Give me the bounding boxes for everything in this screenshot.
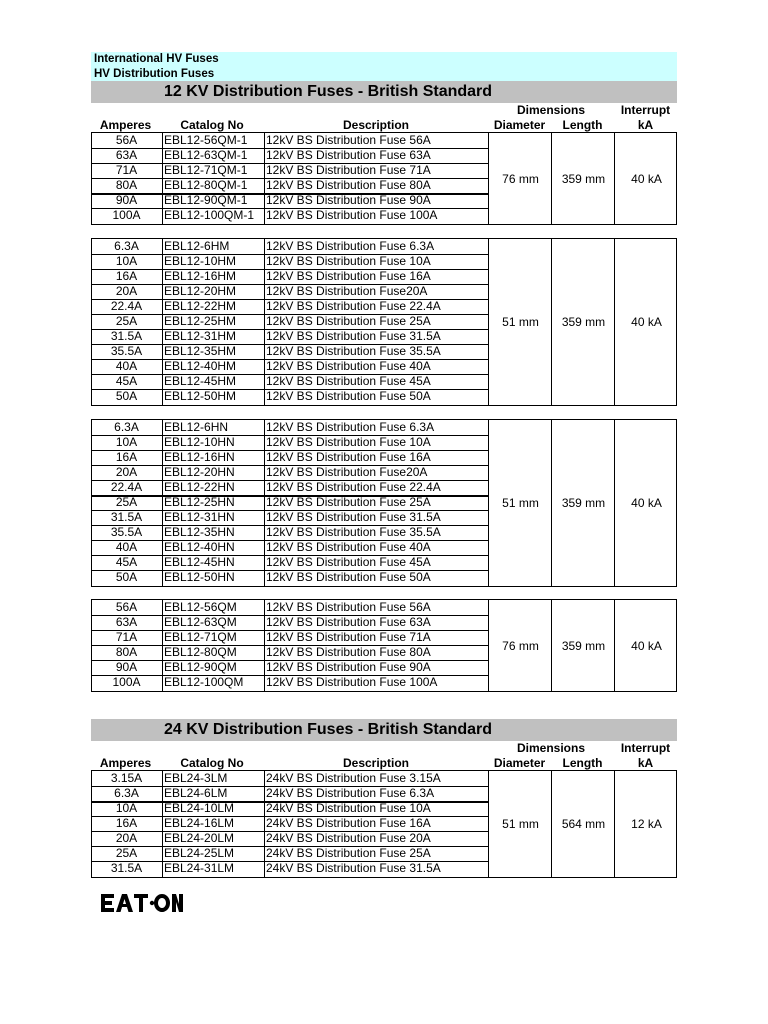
- description-cell: 24kV BS Distribution Fuse 31.5A: [266, 861, 441, 875]
- amperes-cell: 40A: [115, 540, 138, 554]
- amperes-cell: 16A: [115, 816, 138, 830]
- diameter-cell: 51 mm: [502, 496, 539, 510]
- amperes-cell: 80A: [115, 178, 138, 192]
- catalog-cell: EBL24-10LM: [164, 801, 235, 815]
- eaton-logo-icon: [101, 892, 183, 914]
- amperes-cell: 31.5A: [110, 329, 143, 343]
- table-row: [92, 193, 489, 208]
- amperes-cell: 20A: [115, 465, 138, 479]
- catalog-cell: EBL12-90QM-1: [164, 193, 248, 207]
- table-row: [92, 344, 489, 359]
- catalog-cell: EBL12-10HN: [164, 435, 235, 449]
- description-cell: 12kV BS Distribution Fuse 6.3A: [266, 420, 435, 434]
- amperes-cell: 80A: [115, 645, 138, 659]
- description-cell: 12kV BS Distribution Fuse 71A: [266, 163, 431, 177]
- table-row: [92, 846, 489, 861]
- table-row: [92, 786, 489, 801]
- amperes-cell: 25A: [115, 495, 138, 509]
- catalog-cell: EBL12-45HM: [164, 374, 237, 388]
- length-cell: 359 mm: [561, 639, 606, 653]
- catalog-cell: EBL12-100QM: [164, 675, 244, 689]
- length-cell: 359 mm: [561, 172, 606, 186]
- description-cell: 12kV BS Distribution Fuse 71A: [266, 630, 431, 644]
- description-cell: 24kV BS Distribution Fuse 25A: [266, 846, 431, 860]
- amperes-cell: 56A: [115, 600, 138, 614]
- description-cell: 12kV BS Distribution Fuse 100A: [266, 208, 438, 222]
- col-diameter: Diameter: [493, 756, 546, 770]
- description-cell: 12kV BS Distribution Fuse 45A: [266, 374, 431, 388]
- amperes-cell: 63A: [115, 615, 138, 629]
- catalog-cell: EBL12-40HN: [164, 540, 235, 554]
- length-cell: 359 mm: [561, 496, 606, 510]
- amperes-cell: 100A: [112, 675, 141, 689]
- table-row: [92, 570, 489, 585]
- col-dimensions: Dimensions: [516, 741, 585, 755]
- amperes-cell: 20A: [115, 284, 138, 298]
- amperes-cell: 45A: [115, 555, 138, 569]
- table-row: [92, 435, 489, 450]
- col-interrupt: Interrupt: [620, 741, 671, 755]
- description-cell: 12kV BS Distribution Fuse 25A: [266, 314, 431, 328]
- table-row: [92, 816, 489, 831]
- amperes-cell: 50A: [115, 570, 138, 584]
- catalog-cell: EBL12-31HN: [164, 510, 235, 524]
- description-cell: 12kV BS Distribution Fuse 63A: [266, 615, 431, 629]
- table-row: [92, 314, 489, 329]
- description-cell: 12kV BS Distribution Fuse 35.5A: [266, 344, 441, 358]
- table-row: [92, 208, 489, 223]
- catalog-cell: EBL12-45HN: [164, 555, 235, 569]
- catalog-cell: EBL12-25HM: [164, 314, 237, 328]
- table-row: [92, 299, 489, 314]
- col-interrupt: Interrupt: [620, 103, 671, 117]
- catalog-cell: EBL12-10HM: [164, 254, 237, 268]
- col-diameter: Diameter: [493, 118, 546, 132]
- catalog-cell: EBL12-80QM: [164, 645, 237, 659]
- interrupt-cell: 40 kA: [631, 315, 662, 329]
- col-catalog: Catalog No: [180, 118, 244, 132]
- table-row: [92, 480, 489, 495]
- amperes-cell: 16A: [115, 269, 138, 283]
- description-cell: 12kV BS Distribution Fuse 45A: [266, 555, 431, 569]
- col-length: Length: [562, 118, 603, 132]
- table-row: [92, 645, 489, 660]
- catalog-cell: EBL12-20HN: [164, 465, 235, 479]
- amperes-cell: 71A: [115, 163, 138, 177]
- table-row: [92, 148, 489, 163]
- fuse-table-block: [91, 132, 677, 225]
- fuse-table-block: [91, 238, 677, 406]
- header-line-1: International HV Fuses: [94, 53, 219, 65]
- table-row: [92, 801, 489, 816]
- table-row: [92, 389, 489, 404]
- amperes-cell: 6.3A: [114, 786, 139, 800]
- col-ka: kA: [637, 118, 654, 132]
- description-cell: 12kV BS Distribution Fuse20A: [266, 284, 428, 298]
- catalog-cell: EBL12-71QM: [164, 630, 237, 644]
- catalog-cell: EBL12-25HN: [164, 495, 235, 509]
- amperes-cell: 56A: [115, 133, 138, 147]
- amperes-cell: 10A: [115, 435, 138, 449]
- col-dimensions: Dimensions: [516, 103, 585, 117]
- diameter-cell: 76 mm: [502, 172, 539, 186]
- diameter-cell: 51 mm: [502, 817, 539, 831]
- description-cell: 12kV BS Distribution Fuse 22.4A: [266, 299, 441, 313]
- interrupt-cell: 40 kA: [631, 496, 662, 510]
- table-row: [92, 374, 489, 389]
- table-row: [92, 525, 489, 540]
- catalog-cell: EBL12-63QM: [164, 615, 237, 629]
- amperes-cell: 25A: [115, 314, 138, 328]
- table-row: [92, 465, 489, 480]
- amperes-cell: 22.4A: [110, 480, 143, 494]
- description-cell: 12kV BS Distribution Fuse 40A: [266, 540, 431, 554]
- catalog-cell: EBL12-63QM-1: [164, 148, 248, 162]
- column-header-24kv: [91, 741, 677, 771]
- table-row: [92, 510, 489, 525]
- description-cell: 12kV BS Distribution Fuse 63A: [266, 148, 431, 162]
- catalog-cell: EBL12-40HM: [164, 359, 237, 373]
- amperes-cell: 35.5A: [110, 525, 143, 539]
- catalog-cell: EBL24-20LM: [164, 831, 235, 845]
- fuse-table-block: [91, 419, 677, 587]
- amperes-cell: 45A: [115, 374, 138, 388]
- col-length: Length: [562, 756, 603, 770]
- table-row: [92, 329, 489, 344]
- table-row: [92, 540, 489, 555]
- interrupt-cell: 40 kA: [631, 172, 662, 186]
- description-cell: 12kV BS Distribution Fuse 100A: [266, 675, 438, 689]
- description-cell: 12kV BS Distribution Fuse 56A: [266, 600, 431, 614]
- catalog-cell: EBL24-3LM: [164, 771, 228, 785]
- amperes-cell: 20A: [115, 831, 138, 845]
- catalog-cell: EBL12-100QM-1: [164, 208, 255, 222]
- description-cell: 12kV BS Distribution Fuse 6.3A: [266, 239, 435, 253]
- table-row: [92, 660, 489, 675]
- description-cell: 12kV BS Distribution Fuse 16A: [266, 269, 431, 283]
- table-row: [92, 359, 489, 374]
- column-header-12kv: [91, 103, 677, 133]
- description-cell: 12kV BS Distribution Fuse 31.5A: [266, 510, 441, 524]
- catalog-cell: EBL12-16HN: [164, 450, 235, 464]
- description-cell: 24kV BS Distribution Fuse 6.3A: [266, 786, 435, 800]
- description-cell: 12kV BS Distribution Fuse 10A: [266, 435, 431, 449]
- table-row: [92, 420, 489, 435]
- description-cell: 12kV BS Distribution Fuse 10A: [266, 254, 431, 268]
- document-header: [91, 52, 677, 82]
- interrupt-cell: 40 kA: [631, 639, 662, 653]
- amperes-cell: 100A: [112, 208, 141, 222]
- diameter-cell: 76 mm: [502, 639, 539, 653]
- catalog-cell: EBL12-31HM: [164, 329, 237, 343]
- description-cell: 12kV BS Distribution Fuse 35.5A: [266, 525, 441, 539]
- table-row: [92, 239, 489, 254]
- table-row: [92, 254, 489, 269]
- amperes-cell: 40A: [115, 359, 138, 373]
- table-row: [92, 269, 489, 284]
- amperes-cell: 31.5A: [110, 510, 143, 524]
- table-row: [92, 284, 489, 299]
- amperes-cell: 16A: [115, 450, 138, 464]
- description-cell: 24kV BS Distribution Fuse 20A: [266, 831, 431, 845]
- catalog-cell: EBL12-71QM-1: [164, 163, 248, 177]
- table-row: [92, 495, 489, 510]
- table-row: [92, 133, 489, 148]
- catalog-cell: EBL24-25LM: [164, 846, 235, 860]
- col-amperes: Amperes: [99, 756, 152, 770]
- table-row: [92, 450, 489, 465]
- catalog-cell: EBL12-90QM: [164, 660, 237, 674]
- col-description: Description: [342, 756, 409, 770]
- amperes-cell: 10A: [115, 801, 138, 815]
- description-cell: 24kV BS Distribution Fuse 16A: [266, 816, 431, 830]
- catalog-cell: EBL12-35HN: [164, 525, 235, 539]
- catalog-cell: EBL12-22HN: [164, 480, 235, 494]
- description-cell: 12kV BS Distribution Fuse 40A: [266, 359, 431, 373]
- catalog-cell: EBL12-50HN: [164, 570, 235, 584]
- diameter-cell: 51 mm: [502, 315, 539, 329]
- catalog-cell: EBL12-20HM: [164, 284, 237, 298]
- section-12kv-title: 12 KV Distribution Fuses - British Standard: [164, 83, 493, 100]
- col-description: Description: [342, 118, 409, 132]
- description-cell: 12kV BS Distribution Fuse 22.4A: [266, 480, 441, 494]
- description-cell: 12kV BS Distribution Fuse 50A: [266, 570, 431, 584]
- amperes-cell: 25A: [115, 846, 138, 860]
- catalog-cell: EBL12-80QM-1: [164, 178, 248, 192]
- section-24kv-title-band: [91, 719, 677, 741]
- amperes-cell: 6.3A: [114, 420, 139, 434]
- catalog-cell: EBL12-22HM: [164, 299, 237, 313]
- table-row: [92, 555, 489, 570]
- table-row: [92, 630, 489, 645]
- description-cell: 12kV BS Distribution Fuse 90A: [266, 660, 431, 674]
- table-row: [92, 675, 489, 690]
- table-row: [92, 831, 489, 846]
- amperes-cell: 90A: [115, 193, 138, 207]
- col-amperes: Amperes: [99, 118, 152, 132]
- catalog-cell: EBL24-31LM: [164, 861, 235, 875]
- description-cell: 24kV BS Distribution Fuse 10A: [266, 801, 431, 815]
- description-cell: 12kV BS Distribution Fuse 80A: [266, 645, 431, 659]
- description-cell: 12kV BS Distribution Fuse 16A: [266, 450, 431, 464]
- description-cell: 12kV BS Distribution Fuse 80A: [266, 178, 431, 192]
- table-row: [92, 615, 489, 630]
- header-line-2: HV Distribution Fuses: [94, 68, 215, 80]
- description-cell: 12kV BS Distribution Fuse20A: [266, 465, 428, 479]
- table-row: [92, 861, 489, 876]
- amperes-cell: 22.4A: [110, 299, 143, 313]
- interrupt-cell: 12 kA: [631, 817, 662, 831]
- length-cell: 359 mm: [561, 315, 606, 329]
- description-cell: 12kV BS Distribution Fuse 31.5A: [266, 329, 441, 343]
- table-row: [92, 163, 489, 178]
- amperes-cell: 63A: [115, 148, 138, 162]
- amperes-cell: 6.3A: [114, 239, 139, 253]
- amperes-cell: 3.15A: [110, 771, 143, 785]
- catalog-cell: EBL12-35HM: [164, 344, 237, 358]
- table-row: [92, 600, 489, 615]
- col-ka: kA: [637, 756, 654, 770]
- catalog-cell: EBL12-56QM: [164, 600, 237, 614]
- fuse-table-block: [91, 599, 677, 692]
- description-cell: 12kV BS Distribution Fuse 90A: [266, 193, 431, 207]
- amperes-cell: 90A: [115, 660, 138, 674]
- fuse-table-block: [91, 770, 677, 878]
- section-24kv-title: 24 KV Distribution Fuses - British Standard: [164, 721, 493, 738]
- eaton-logo: [101, 892, 183, 919]
- amperes-cell: 10A: [115, 254, 138, 268]
- catalog-cell: EBL12-50HM: [164, 389, 237, 403]
- catalog-cell: EBL12-56QM-1: [164, 133, 248, 147]
- section-12kv-title-band: [91, 81, 677, 103]
- amperes-cell: 50A: [115, 389, 138, 403]
- catalog-cell: EBL12-6HM: [164, 239, 230, 253]
- description-cell: 12kV BS Distribution Fuse 50A: [266, 389, 431, 403]
- length-cell: 564 mm: [561, 817, 606, 831]
- col-catalog: Catalog No: [180, 756, 244, 770]
- amperes-cell: 71A: [115, 630, 138, 644]
- description-cell: 12kV BS Distribution Fuse 56A: [266, 133, 431, 147]
- description-cell: 24kV BS Distribution Fuse 3.15A: [266, 771, 441, 785]
- table-row: [92, 771, 489, 786]
- description-cell: 12kV BS Distribution Fuse 25A: [266, 495, 431, 509]
- catalog-cell: EBL24-16LM: [164, 816, 235, 830]
- amperes-cell: 31.5A: [110, 861, 143, 875]
- catalog-cell: EBL12-16HM: [164, 269, 237, 283]
- catalog-cell: EBL12-6HN: [164, 420, 229, 434]
- catalog-cell: EBL24-6LM: [164, 786, 228, 800]
- amperes-cell: 35.5A: [110, 344, 143, 358]
- table-row: [92, 178, 489, 193]
